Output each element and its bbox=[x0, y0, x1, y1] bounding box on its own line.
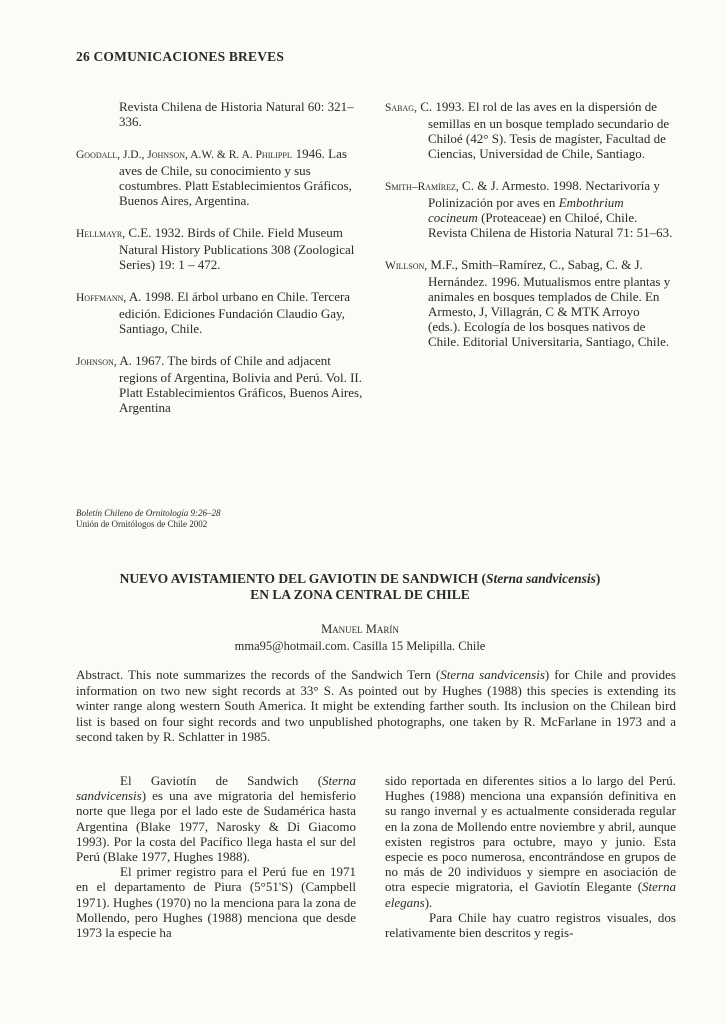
body-text: El Gaviotín de Sandwich ( bbox=[120, 773, 323, 788]
reference-item bbox=[385, 178, 675, 240]
reference-item bbox=[76, 99, 366, 129]
body-text: El primer registro para el Perú fue en 1971 en el departamento de Piura (5°51'S) (Campbell 1971). Hughes (1970) no la menciona para la zona de Mollendo, pero Hughes (1988) menciona que desde 1973 la especie ha bbox=[76, 864, 356, 941]
abstract-text: Abstract. This note summarizes the records of the Sandwich Tern ( bbox=[76, 667, 441, 682]
abstract bbox=[76, 667, 676, 745]
reference-text: A. 1998. El árbol urbano en Chile. Tercera edición. Ediciones Fundación Claudio Gay, Santiago, Chile. bbox=[119, 289, 351, 336]
reference-item bbox=[76, 353, 366, 415]
reference-author: Goodall, J.D., Johnson, A.W. & R. A. Philippi. bbox=[76, 149, 293, 161]
article-title-line1: NUEVO AVISTAMIENTO DEL GAVIOTIN DE SANDWICH ( bbox=[119, 571, 486, 586]
reference-item bbox=[76, 146, 366, 208]
body-text: ). bbox=[424, 894, 433, 910]
reference-author: Smith–Ramírez, bbox=[385, 181, 459, 193]
references-right-column bbox=[385, 99, 675, 366]
reference-author: Hellmayr, bbox=[76, 228, 126, 240]
body-paragraph bbox=[385, 910, 676, 940]
reference-text: 1946. Las aves de Chile, su conocimiento y sus costumbres. Platt Establecimientos Gráficos, Buenos Aires, Argentina. bbox=[119, 146, 352, 208]
references-left-column bbox=[76, 99, 366, 432]
reference-author: Sabag, bbox=[385, 102, 417, 114]
abstract-species: Sterna sandvicensis bbox=[440, 667, 545, 682]
article-author: Manuel Marín bbox=[321, 622, 399, 636]
author-address: mma95@hotmail.com. Casilla 15 Melipilla. Chile bbox=[234, 639, 486, 653]
reference-text: M.F., Smith–Ramírez, C., Sabag, C. & J. Hernández. 1996. Mutualismos entre plantas y animales en bosques templados de Chile. En Armesto, J, Villagrán, C & MTK Arroyo (eds.). Ecología de los bosques nativos de Chile. Editorial Universitaria, Santiago, Chile. bbox=[427, 257, 671, 349]
body-species: Sterna elegans bbox=[385, 879, 676, 910]
article-title-close: ) bbox=[595, 571, 601, 586]
reference-item bbox=[385, 257, 675, 349]
journal-publisher: Unión de Ornitólogos de Chile 2002 bbox=[76, 519, 208, 529]
running-head: 26 COMUNICACIONES BREVES bbox=[76, 49, 285, 64]
reference-item bbox=[385, 99, 675, 161]
reference-text: Revista Chilena de Historia Natural 60: 321–336. bbox=[119, 99, 354, 129]
body-paragraph bbox=[76, 864, 356, 940]
article-title bbox=[60, 571, 660, 603]
reference-text: A. 1967. The birds of Chile and adjacent regions of Argentina, Bolivia and Perú. Vol. II. Platt Establecimientos Gráficos, Buenos Aires, Argentina bbox=[116, 353, 363, 415]
reference-text: C. 1993. El rol de las aves en la dispersión de semillas en un bosque templado secundario de Chiloé (42° S). Tesis de magíster, Facultad de Ciencias, Universidad de Chile, Santiago. bbox=[416, 99, 670, 161]
reference-item bbox=[76, 225, 366, 272]
reference-item bbox=[76, 289, 366, 336]
abstract-text: ) for Chile and provides information on two new sight records at 33° S. As pointed out by Hughes (1988) this species is extending its winter range along western South America. It might be extending farther south. Its inclusion on the Chilean bird list is based on four sight records and two unpublished photographs, one taken by R. McFarlane in 1973 and a second taken by R. Schlatter in 1985. bbox=[76, 667, 676, 744]
reference-species-name: Embothrium cocineum bbox=[428, 195, 624, 225]
body-paragraph bbox=[385, 773, 676, 910]
article-title-species: Sterna sandvicensis bbox=[485, 571, 596, 586]
body-text: ) es una ave migratoria del hemisferio norte que llega por el lado este de Sudamérica hasta Argentina (Blake 1977, Narosky & Di Giacomo 1993). Por la costa del Pacífico llega hasta el sur del Perú (Blake 1977, Hughes 1988). bbox=[76, 788, 356, 865]
reference-author: Hoffmann, bbox=[76, 292, 127, 304]
reference-author: Willson, bbox=[385, 260, 428, 272]
reference-text: C.E. 1932. Birds of Chile. Field Museum Natural History Publications 308 (Zoological Series) 19: 1 – 472. bbox=[119, 225, 355, 272]
journal-tag bbox=[76, 508, 221, 530]
body-left-column bbox=[76, 773, 356, 940]
article-title-line2: EN LA ZONA CENTRAL DE CHILE bbox=[250, 587, 470, 602]
body-text: sido reportada en diferentes sitios a lo largo del Perú. Hughes (1988) menciona una expansión definitiva en su rango invernal y es actualmente considerada regular en la zona de Mollendo entre noviembre y abril, aunque existen registros para octubre, mayo y junio. Esta especie es poco numerosa, encontrándose en grupos de no más de 20 individuos y siempre en asociación de otra especie migratoria, el Gaviotín Elegante ( bbox=[385, 773, 676, 895]
body-text: Para Chile hay cuatro registros visuales, dos relativamente bien descritos y regis- bbox=[385, 909, 676, 941]
body-species: Sterna sandvicensis bbox=[76, 773, 356, 804]
reference-author: Johnson, bbox=[76, 356, 117, 368]
journal-citation: Boletín Chileno de Ornitología 9:26–28 bbox=[76, 508, 221, 518]
body-paragraph bbox=[76, 773, 356, 864]
reference-text: (Proteaceae) en Chiloé, Chile. Revista Chilena de Historia Natural 71: 51–63. bbox=[428, 210, 673, 240]
reference-text: C. & J. Armesto. 1998. Nectarivoría y Polinización por aves en bbox=[428, 178, 660, 210]
body-right-column bbox=[385, 773, 676, 940]
